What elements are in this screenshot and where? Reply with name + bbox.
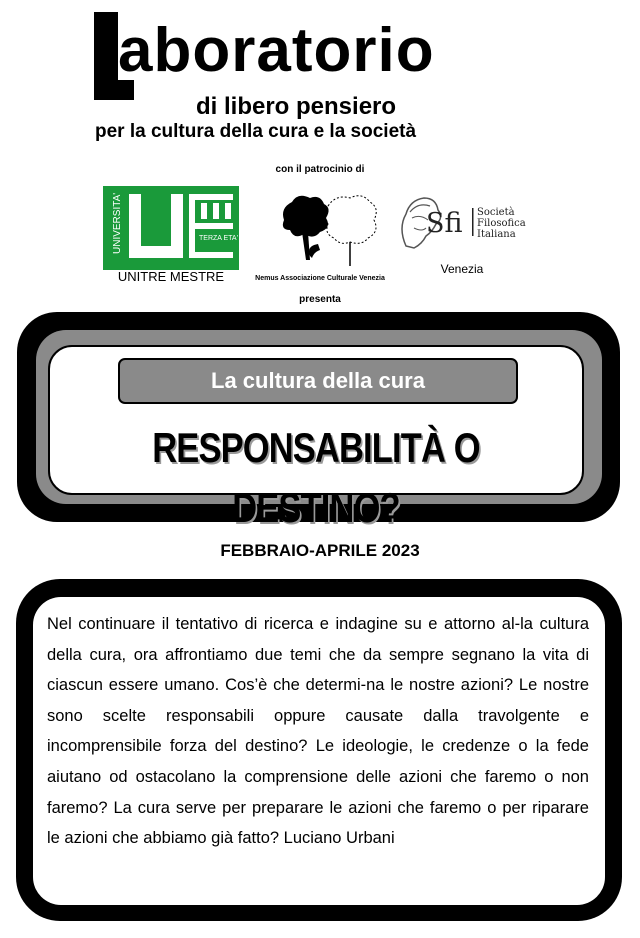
tagline: per la cultura della cura e la società (95, 121, 417, 142)
subtitle: di libero pensiero (196, 93, 397, 120)
sfi-city: Venezia (440, 262, 484, 276)
unitre-logo (103, 186, 239, 270)
nemus-name: Nemus Associazione Culturale Venezia (255, 275, 385, 282)
presents-label: presenta (299, 294, 341, 305)
unitre-e-bottom (189, 252, 233, 258)
series-label: La cultura della cura (118, 358, 518, 404)
sfi-acronym: Sfi (426, 208, 463, 239)
nemus-tree-logo (276, 186, 380, 270)
unitre-e-middle (189, 223, 233, 229)
sfi-line2: Filosofica (477, 218, 526, 229)
unitre-name: UNITRE MESTRE (117, 269, 225, 284)
sfi-line1: Società (477, 207, 515, 218)
title-laboratorio: aboratorio (118, 16, 435, 85)
event-headline: RESPONSABILITÀ O DESTINO? (152, 424, 480, 531)
event-dates: FEBBRAIO-APRILE 2023 (220, 541, 420, 560)
unitre-u-right (171, 194, 183, 258)
sfi-logo (392, 188, 542, 258)
body-paragraph: Nel continuare il tentativo di ricerca e indagine su e attorno al-la cultura della cura, ora affrontiamo due temi che da sempre segnano la vita di ciascun essere umano. Cos’è che determi-na le nostre azioni? Le nostre sono scelte responsabili oppure causate dalla travolgente e incomprensibile forza del destino? Le ideologie, le credenze o la fede aiutano od ostacolano la comprensione delle azioni che faremo o non faremo? La cura serve per preparare le azioni che faremo o per riparare le azioni che abbiamo già fatto? Luciano Urbani (47, 615, 589, 848)
unitre-vertical-text: UNIVERSITA' (112, 192, 123, 254)
sfi-line3: Italiana (477, 229, 516, 240)
unitre-small-text: TERZA ETA' (199, 235, 238, 242)
patronage-label: con il patrocinio di (275, 164, 365, 175)
unitre-e-top (189, 194, 233, 200)
